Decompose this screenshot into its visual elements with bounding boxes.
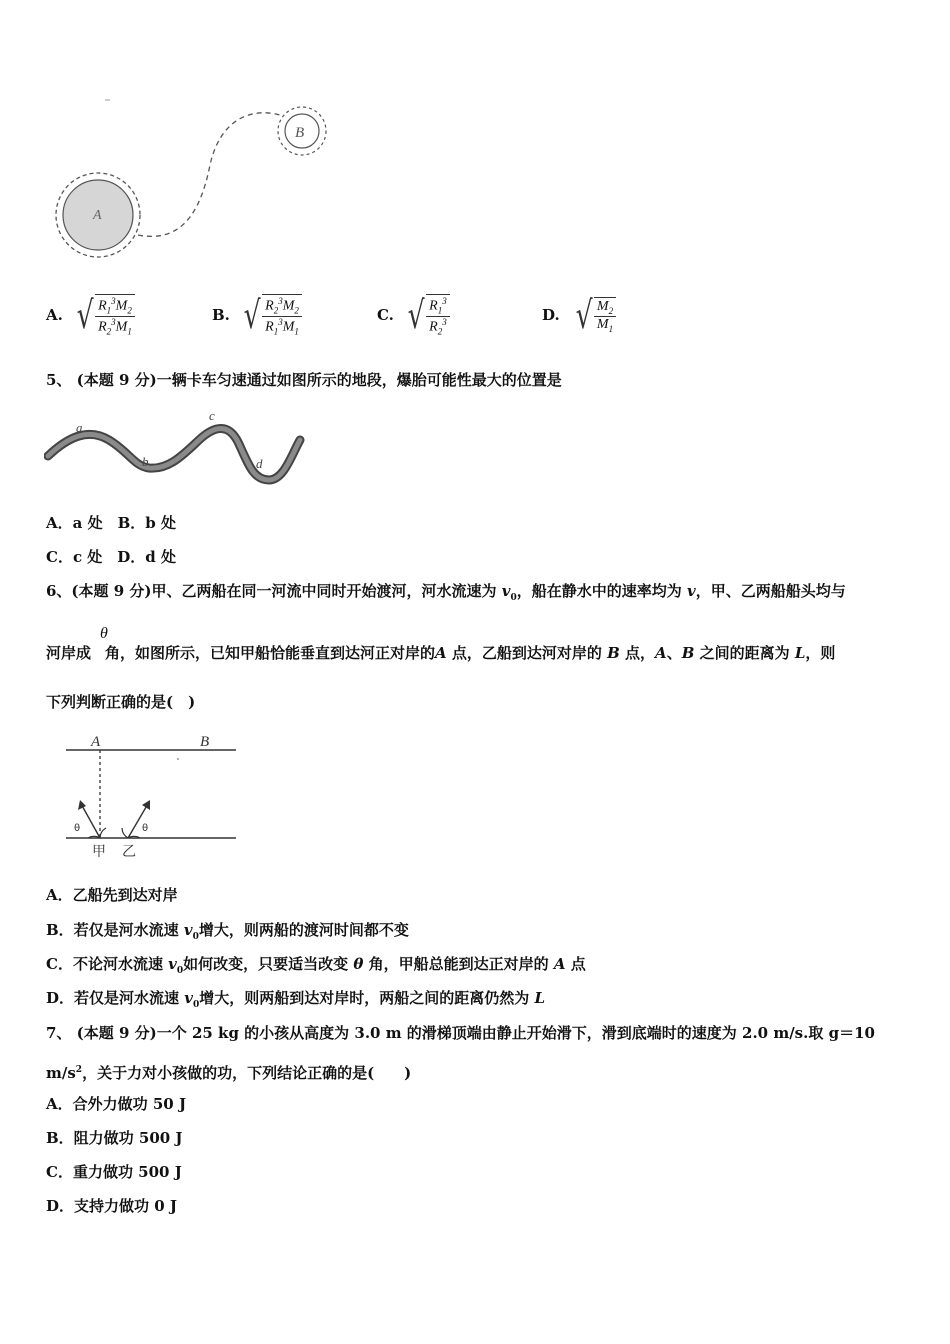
q4-option-d[interactable]: D. √ $\frac{M_2}{M_1}$ xyxy=(542,287,616,343)
svg-text:θ: θ xyxy=(74,823,81,834)
q4-option-c[interactable]: C. √ $\frac{R_1^3}{R_2^3}$ xyxy=(377,287,450,343)
road-label-c: c xyxy=(209,414,215,423)
fraction: $\frac{R_1^3M_2}{R_2^3M_1}$ xyxy=(95,294,135,336)
sqrt-icon: √ xyxy=(76,293,94,337)
road-label-d: d xyxy=(256,456,263,471)
q4-option-a[interactable]: A. √ $\frac{R_1^3M_2}{R_2^3M_1}$ xyxy=(46,287,135,343)
svg-text:A: A xyxy=(91,734,101,750)
svg-text:θ: θ xyxy=(142,823,149,834)
svg-text:乙: 乙 xyxy=(122,844,136,860)
q7-line1: 7、 (本题 9 分)一个 25 kg 的小孩从高度为 3.0 m 的滑梯顶端由静止开始滑下，滑到底端时的速度为 2.0 m/s.取 g＝10 xyxy=(46,1024,875,1042)
road-label-b: b xyxy=(142,454,149,469)
q6-option-b[interactable]: B．若仅是河水流速 $v_0$增大，则两船的渡河时间都不变 xyxy=(46,921,409,942)
q7-line2: $m/s^2$，关于力对小孩做的功，下列结论正确的是( ) xyxy=(46,1064,412,1082)
svg-text:甲: 甲 xyxy=(92,844,106,860)
river-figure xyxy=(60,728,245,863)
q5-stem: 5、 (本题 9 分)一辆卡车匀速通过如图所示的地段，爆胎可能性最大的位置是 xyxy=(46,371,562,389)
q6-option-c[interactable]: C．不论河水流速 $v_0$如何改变，只要适当改变 θ 角，甲船总能到达正对岸的 A 点 xyxy=(46,955,586,976)
q7-option-c[interactable]: C．重力做功 500 J xyxy=(46,1163,182,1181)
q5-options-row1[interactable]: A．a 处 B．b 处 xyxy=(46,514,176,532)
q7-option-a[interactable]: A．合外力做功 50 J xyxy=(46,1095,187,1113)
sqrt-icon: √ xyxy=(407,293,425,337)
planet-b-label: B xyxy=(295,125,305,141)
q6-line1: 6、(本题 9 分)甲、乙两船在同一河流中同时开始渡河，河水流速为 $v_0$，船在静水中的速率均为 v，甲、乙两船船头均与 xyxy=(46,582,846,603)
transfer-orbit xyxy=(138,113,280,237)
fraction: $\frac{M_2}{M_1}$ xyxy=(594,297,616,334)
q4-option-b[interactable]: B. √ $\frac{R_2^3M_2}{R_1^3M_1}$ xyxy=(212,287,302,343)
q6-option-a[interactable]: A．乙船先到达对岸 xyxy=(46,886,178,904)
q5-options-row2[interactable]: C．c 处 D．d 处 xyxy=(46,548,177,566)
q6-line3: 下列判断正确的是( ) xyxy=(46,693,196,711)
planets-figure xyxy=(40,95,340,265)
q7-option-b[interactable]: B．阻力做功 500 J xyxy=(46,1129,183,1147)
road-label-a: a xyxy=(76,420,83,435)
svg-text:B: B xyxy=(200,734,210,750)
road-figure xyxy=(44,414,309,494)
q6-line2: 河岸成 角，如图所示，已知甲船恰能垂直到达河正对岸的A 点，乙船到达河对岸的 B 点，A、B 之间的距离为 L，则 xyxy=(46,644,836,662)
q6-option-d[interactable]: D．若仅是河水流速 $v_0$增大，则两船到达对岸时，两船之间的距离仍然为 L xyxy=(46,989,545,1010)
sqrt-icon: √ xyxy=(243,293,261,337)
sqrt-icon: √ xyxy=(575,293,593,337)
fraction: $\frac{R_2^3M_2}{R_1^3M_1}$ xyxy=(262,294,302,336)
planet-a-label: A xyxy=(93,208,102,223)
q7-option-d[interactable]: D．支持力做功 0 J xyxy=(46,1197,177,1215)
fraction: $\frac{R_1^3}{R_2^3}$ xyxy=(426,294,450,336)
q6-theta-symbol: θ xyxy=(100,625,108,642)
